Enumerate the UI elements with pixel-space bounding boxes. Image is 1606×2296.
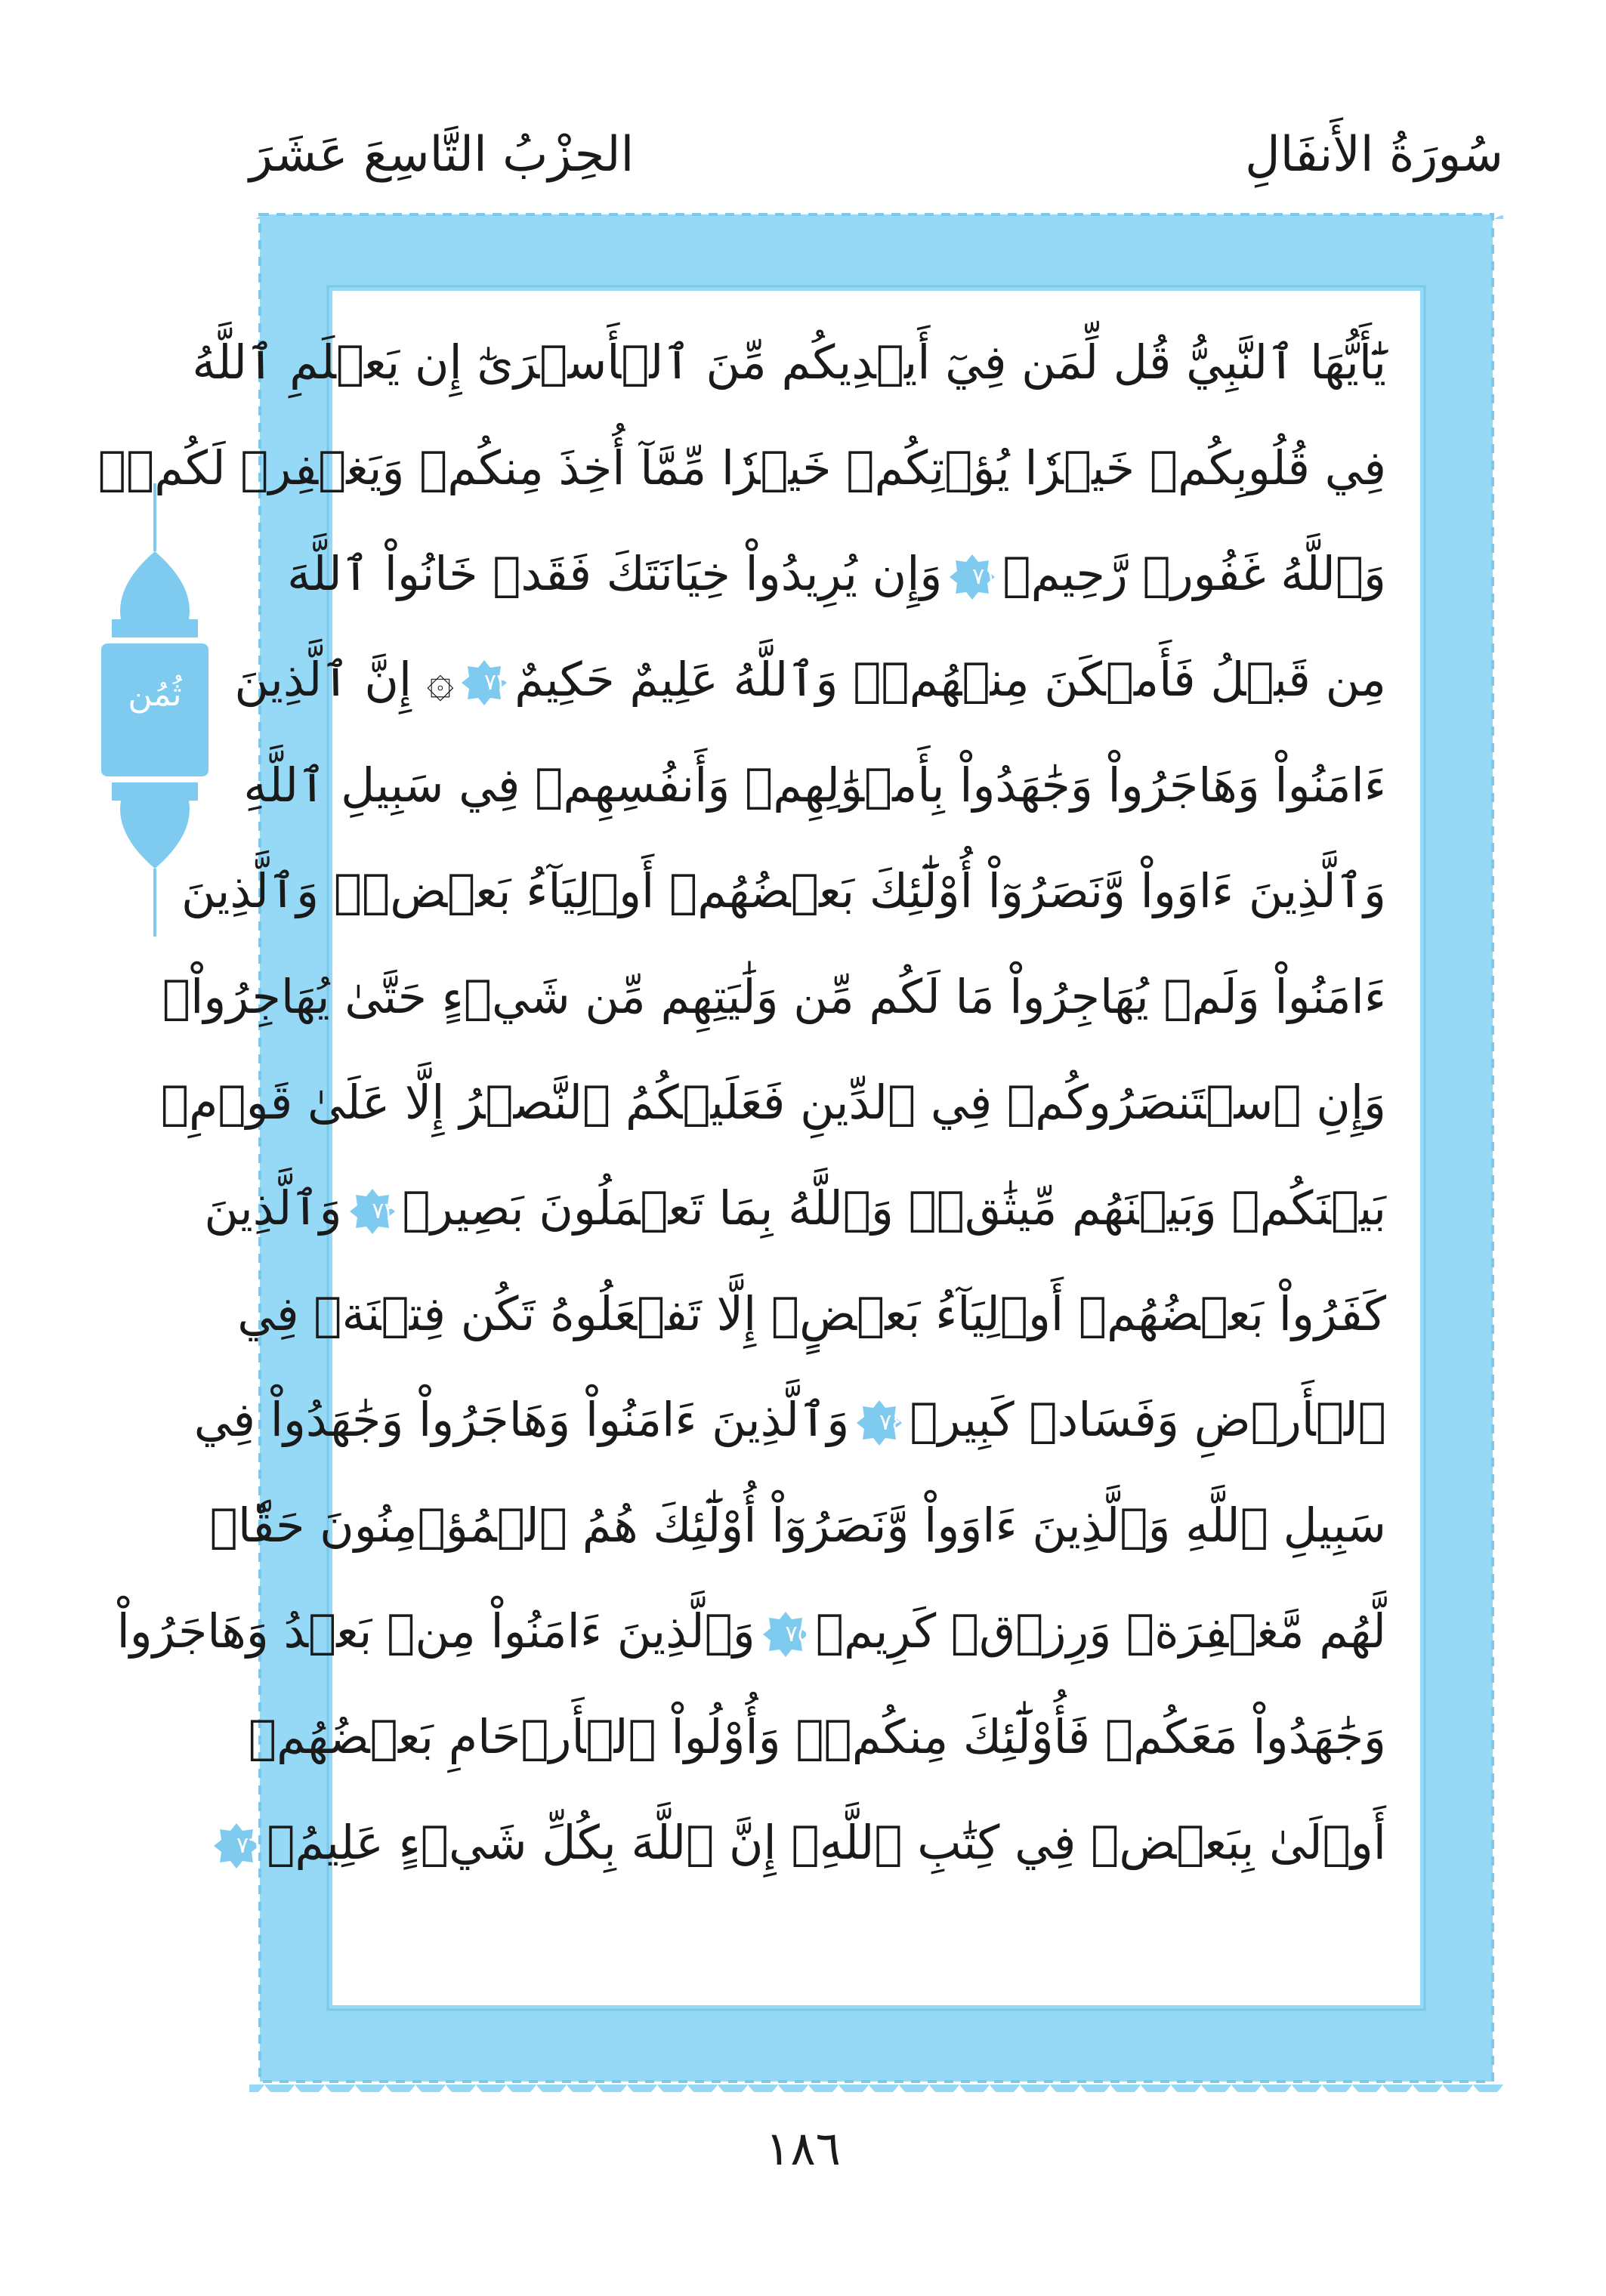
- line-text: وَٱلَّذِينَ ءَامَنُواْ وَهَاجَرُواْ وَجَٰهَدُواْ فِي: [193, 1392, 850, 1447]
- text-line: [162, 944, 1386, 1050]
- line-text: ءَامَنُواْ وَهَاجَرُواْ وَجَٰهَدُواْ بِأَمۡوَٰلِهِمۡ وَأَنفُسِهِمۡ فِي سَبِيلِ ٱللَّهِ: [243, 758, 1386, 813]
- ayah-number-marker: [460, 659, 508, 707]
- line-text: فِي قُلُوبِكُمۡ خَيۡرٗا يُؤۡتِكُمۡ خَيۡرٗا مِّمَّآ أُخِذَ مِنكُمۡ وَيَغۡفِرۡ لَكُمۡۚ: [97, 440, 1386, 495]
- ayah-number-marker: [855, 1399, 903, 1447]
- text-line: [237, 1261, 1386, 1367]
- ayah-number: ٧٤: [879, 1409, 904, 1436]
- text-line: [193, 1367, 1386, 1473]
- ayah-number-marker: [348, 1187, 397, 1236]
- line-text: مِن قَبۡلُ فَأَمۡكَنَ مِنۡهُمۡۗ وَٱللَّهُ عَلِيمٌ حَكِيمٌ: [514, 652, 1386, 707]
- line-text: وَجَٰهَدُواْ مَعَكُمۡ فَأُوْلَٰٓئِكَ مِنكُمۡۚ وَأُوْلُواْ ٱلۡأَرۡحَامِ بَعۡضُهُمۡ: [248, 1709, 1386, 1764]
- text-line: [236, 1790, 1386, 1896]
- line-text: لَّهُم مَّغۡفِرَةٞ وَرِزۡقٞ كَرِيمٞ: [815, 1603, 1386, 1659]
- ayah-number: ٧٦: [236, 1832, 261, 1859]
- text-line: [204, 1156, 1386, 1261]
- ayah-number: ٧٣: [372, 1197, 397, 1224]
- line-text: بَيۡنَكُمۡ وَبَيۡنَهُم مِّيثَٰقٞۗ وَٱللَّهُ بِمَا تَعۡمَلُونَ بَصِيرٞ: [402, 1180, 1386, 1236]
- ayah-number-marker: [761, 1610, 810, 1659]
- ayah-number-marker: [948, 553, 996, 601]
- text-line: [192, 310, 1386, 415]
- line-text: وَإِنِ ٱسۡتَنصَرُوكُمۡ فِي ٱلدِّينِ فَعَلَيۡكُمُ ٱلنَّصۡرُ إِلَّا عَلَىٰ قَوۡمِۭ: [160, 1075, 1386, 1130]
- ayah-number-marker: [212, 1822, 261, 1870]
- line-text: وَإِن يُرِيدُواْ خِيَانَتَكَ فَقَدۡ خَانُواْ ٱللَّهَ: [287, 546, 943, 601]
- text-line: [97, 415, 1386, 521]
- line-text: أَوۡلَىٰ بِبَعۡضٖ فِي كِتَٰبِ ٱللَّهِۚ إِنَّ ٱللَّهَ بِكُلِّ شَيۡءٍ عَلِيمُۢ: [267, 1815, 1386, 1870]
- page-number: ١٨٦: [765, 2121, 841, 2176]
- ayah-number: ٧١: [972, 563, 997, 590]
- running-header: [249, 113, 1503, 196]
- thumn-label: ثُمُن: [128, 675, 182, 714]
- ayah-number: ٧٢: [483, 668, 509, 696]
- text-line: [287, 521, 1386, 627]
- line-text: وَٱللَّهُ غَفُورٞ رَّحِيمٞ: [1002, 546, 1386, 601]
- line-text: ٱلۡأَرۡضِ وَفَسَادٞ كَبِيرٞ: [910, 1392, 1386, 1447]
- text-line: [181, 838, 1386, 944]
- text-line: [160, 1050, 1386, 1156]
- line-text: ءَامَنُواْ وَلَمۡ يُهَاجِرُواْ مَا لَكُم مِّن وَلَٰيَتِهِم مِّن شَيۡءٍ حَتَّىٰ يُهَاجِرُواْۚ: [162, 969, 1386, 1024]
- hizb-title: الحِزْبُ التَّاسِعَ عَشَرَ: [249, 127, 635, 183]
- text-line: [248, 1684, 1386, 1790]
- ayah-number: ٧٥: [785, 1620, 810, 1647]
- line-text: يَٰٓأَيُّهَا ٱلنَّبِيُّ قُل لِّمَن فِيٓ أَيۡدِيكُم مِّنَ ٱلۡأَسۡرَىٰٓ إِن يَعۡلَمِ ٱللَّهُ: [192, 335, 1386, 390]
- surah-title: سُورَةُ الأَنفَالِ: [1245, 127, 1503, 183]
- text-line: [243, 733, 1386, 838]
- line-text: وَٱلَّذِينَ ءَامَنُواْ مِنۢ بَعۡدُ وَهَاجَرُواْ: [116, 1603, 755, 1659]
- text-line: [116, 1578, 1386, 1684]
- line-text: وَٱلَّذِينَ: [204, 1180, 342, 1236]
- text-line: [209, 1473, 1386, 1578]
- line-text: كَفَرُواْ بَعۡضُهُمۡ أَوۡلِيَآءُ بَعۡضٍۚ إِلَّا تَفۡعَلُوهُ تَكُن فِتۡنَةٞ فِي: [237, 1286, 1386, 1341]
- line-text: ۞ إِنَّ ٱلَّذِينَ: [234, 652, 455, 707]
- line-text: سَبِيلِ ٱللَّهِ وَٱلَّذِينَ ءَاوَواْ وَّنَصَرُوٓاْ أُوْلَٰٓئِكَ هُمُ ٱلۡمُؤۡمِنُونَ حَقّٗاۚ: [209, 1498, 1386, 1553]
- text-line: [234, 627, 1386, 733]
- line-text: وَٱلَّذِينَ ءَاوَواْ وَّنَصَرُوٓاْ أُوْلَٰٓئِكَ بَعۡضُهُمۡ أَوۡلِيَآءُ بَعۡضٖۚ وَٱلَّذِينَ: [181, 863, 1386, 918]
